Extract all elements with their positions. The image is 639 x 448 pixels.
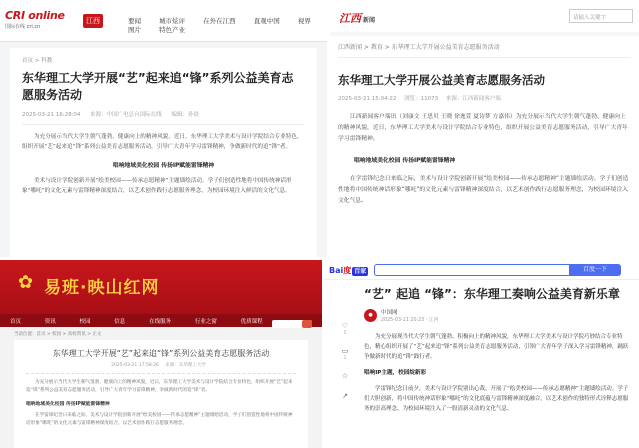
yb-article (14, 340, 308, 448)
article-paragraph: 学雷锋纪念日前夕，美术与设计学院别出心裁，开展了“绘美校园——传承志愿精神”主题墙绘活动。学子们大胆创新，将中国传统神话形象“哪吒”的文化底蕴与雷锋精神深度融合，以艺术创作的独特形式诠释志愿服务的崇高理念，为校园环境注入了一股清新灵动的文化气息。 (364, 386, 629, 412)
article-title: 东华理工大学开展公益美育志愿服务活动 (338, 73, 545, 87)
yb-site-title[interactable]: 易班·映山红网 (44, 278, 160, 298)
cri-nav-item[interactable]: 直观中国 (253, 17, 280, 25)
yb-nav-item[interactable]: 信息 (114, 319, 126, 325)
article-meta (26, 362, 296, 374)
like-icon[interactable]: ♡ 5 (338, 322, 352, 335)
cri-nav-item[interactable]: 视界 (297, 17, 311, 25)
search-input[interactable]: 请输入关键字 (569, 9, 633, 23)
article-paragraph: 为充分展示当代大学生朝气蓬勃、健康向上的精神风貌，近日，东华理工大学美术与设计学院结合专业特色，组织开展“艺”起来追“锋”系列公益美育志愿服务活动，引导广大青年学习雷锋精神，争做新时代的追“锋”者。 (22, 134, 303, 150)
star-icon[interactable]: ☆ (341, 372, 349, 380)
article-source: 来源：中国广电总台国际在线 (90, 112, 162, 118)
article-paragraph: 在学雷锋纪念日来临之际，美术与设计学院创新开展“绘美校园——传承志愿精神”主题墙绘活动，学子们创造性地将中国传统神话形象“哪吒”的文化元素与雷锋精神深度结合，以艺术创作践行志愿服务理念。 (26, 413, 293, 426)
breadcrumb[interactable]: 当前位置：首页 > 校园 > 高校资讯 > 正文 (14, 332, 102, 337)
jx-logo-small: 新闻 (363, 17, 376, 24)
article-subheading: 唱响IP主题，校园绽新彩 (364, 370, 427, 376)
search-input[interactable] (374, 264, 569, 276)
cri-article (10, 48, 317, 257)
yb-nav-item[interactable]: 资讯 (44, 319, 56, 325)
article-date: 2025-03-21 16:28:04 (22, 112, 81, 118)
article-meta (22, 110, 305, 125)
article-date: 2025-03-21 17:58:26 (111, 363, 159, 368)
author-name[interactable]: 中国网 (381, 310, 398, 316)
yb-nav-item[interactable]: 行业之窗 (194, 319, 217, 325)
article-source: 来源：东华理工大学 (165, 363, 206, 368)
bd-article (364, 286, 629, 448)
yb-nav-item[interactable]: 首页 (10, 319, 22, 325)
cri-nav-item[interactable]: 特色产业 (159, 26, 186, 34)
article-title: 东华理工大学开展“艺”起来追“锋”系列公益美育志愿服务活动 (22, 71, 294, 102)
flower-icon: ✿ (18, 272, 34, 293)
baidu-logo-tag: 百家 (354, 268, 367, 275)
jx-logo-text: 江西 (339, 12, 361, 25)
cri-city-badge[interactable]: 江西 (83, 14, 103, 28)
cri-logo[interactable] (5, 9, 75, 35)
breadcrumb[interactable]: 江西新闻 > 教育 > 东华理工大学开展公益美育志愿服务活动 (338, 42, 631, 58)
cri-nav-item[interactable]: 城市炫评 (159, 17, 186, 25)
comment-icon[interactable]: ▭ 1 (338, 347, 352, 360)
avatar[interactable]: ● (364, 309, 377, 322)
cri-header (0, 0, 327, 42)
yb-nav-item[interactable]: 优质课程 (240, 319, 263, 325)
article-source: 来源：江西新闻客户端 (445, 96, 501, 102)
yb-banner (0, 260, 322, 314)
bd-side-actions (338, 322, 352, 412)
article-subheading: 唱响地域美化校园 传扬IP赋能雷锋精神 (354, 158, 456, 164)
yb-nav-item[interactable]: 在线服务 (149, 319, 172, 325)
article-date: 2025-03-21 20:23 · 江西 (381, 318, 439, 323)
cri-logo-main: CRI online (5, 9, 65, 22)
article-editor: 编辑：孙晨 (171, 112, 199, 118)
jx-article (330, 36, 639, 257)
article-paragraph: 美术与设计学院创新开展“绘美校园——传承志愿精神”主题墙绘活动。学子们创造性地将中国传统神话形象“哪吒”的文化元素与雷锋精神深度结合，以艺术创作践行志愿服务理念，为校园环境注入鲜活的文化气息。 (22, 178, 292, 194)
cri-nav-item[interactable]: 在外在江西 (203, 17, 236, 25)
baidu-logo-red: 度 (343, 266, 352, 275)
yb-nav-item[interactable]: 校园 (79, 319, 91, 325)
like-count: 5 (343, 330, 347, 335)
cri-online-screenshot (0, 0, 327, 257)
article-paragraph: 在学雷锋纪念日来临之际，美术与设计学院创新开展“绘美校园——传承志愿精神”主题墙绘活动。学子们创造性地将中国传统神话形象“哪吒”的文化元素与雷锋精神深度结合，以艺术创作践行志愿服务理念，为校园环境注入文化气息。 (338, 176, 629, 204)
baidu-logo-text: Bai (329, 266, 344, 275)
bd-header (324, 260, 639, 280)
share-icon[interactable]: ↗ (342, 392, 348, 400)
cri-nav-item[interactable]: 图片 (128, 26, 141, 34)
jx-logo[interactable] (339, 10, 375, 26)
article-subheading: 唱响地域美化校园 传扬IP赋能雷锋精神 (112, 163, 215, 169)
article-paragraph: 为充分展示当代大学生朝气蓬勃、健康向上的精神风貌，近日，东华理工大学美术与设计学院结合专业特色，组织开展“艺”起来追“锋”系列公益美育志愿服务活动，引导广大青年学习雷锋精神，争做新时代的追“锋”者。 (26, 380, 293, 393)
cri-logo-sub: 国际在线 cri.cn (5, 24, 41, 30)
article-views: 浏览：11073 (404, 96, 439, 102)
cri-nav (128, 16, 327, 34)
jiangxi-news-screenshot (330, 0, 639, 257)
jx-header (330, 0, 639, 32)
article-meta (338, 94, 631, 102)
search-button[interactable]: 百度一下 (569, 264, 621, 276)
baidu-screenshot (324, 260, 639, 448)
comment-count: 1 (343, 355, 347, 360)
breadcrumb[interactable]: 首页 > 科教 (22, 58, 53, 64)
article-title: “艺” 起追 “锋”：东华理工奏响公益美育新乐章 (364, 287, 620, 301)
article-paragraph: 江西新闻客户端讯（刘康文 王思贝 王晓 徐逸萱 夏诗梦 方嘉伟）为充分展示当代大学生朝气蓬勃、健康向上的精神风貌，近日，东华理工大学美术与设计学院结合专业特色，组织开展公益美育志愿服务活动，引导广大青年学习雷锋精神。 (338, 114, 628, 142)
yiban-screenshot (0, 260, 322, 448)
cri-body (0, 42, 327, 257)
cri-nav-item[interactable]: 要闻 (128, 17, 141, 25)
article-date: 2025-03-21 15:04:22 (338, 96, 397, 102)
baidu-logo[interactable] (329, 265, 368, 276)
article-paragraph: 为充分展现当代大学生朝气蓬勃、积极向上的精神风貌，东华理工大学美术与设计学院巧妙结合专业特色，精心组织开展了“艺”起来追“锋”系列公益美育志愿服务活动，引领广大青年学子深入学习雷锋精神，踊跃争做新时代的追“锋”践行者。 (364, 334, 629, 360)
article-subheading: 唱响地域美化校园 传扬IP赋能雷锋精神 (26, 402, 110, 407)
author-block (364, 308, 629, 324)
search-button[interactable] (302, 320, 312, 328)
article-title: 东华理工大学开展“艺”起来追“锋”系列公益美育志愿服务活动 (52, 349, 270, 358)
